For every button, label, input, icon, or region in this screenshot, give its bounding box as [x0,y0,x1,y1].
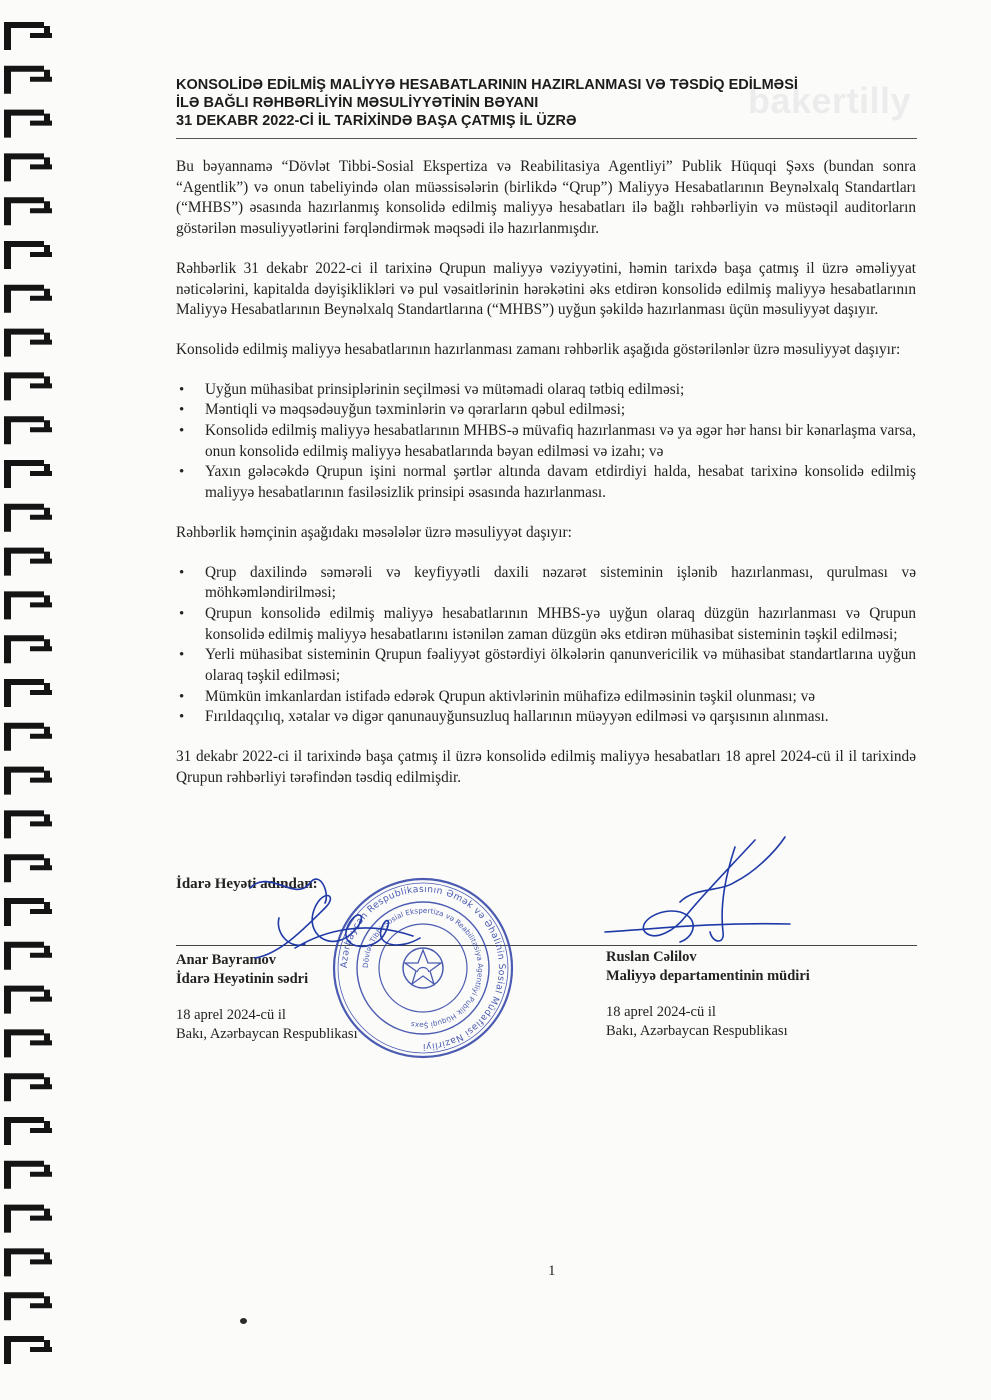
signatory-date: 18 aprel 2024-cü il [176,1007,286,1023]
binding-ring [4,548,52,576]
binding-ring [4,942,52,970]
signatory-place: Bakı, Azərbaycan Respublikası [606,1023,788,1039]
binding-ring [4,810,52,838]
signatory-date: 18 aprel 2024-cü il [606,1004,716,1020]
binding-ring [4,898,52,926]
list-intro-1: Konsolidə edilmiş maliyyə hesabatlarının hazırlanması zamanı rəhbərlik aşağıda göstərilənlər üzrə məsuliyyət daşıyır: [176,340,901,358]
seal-outer-text: Azərbaycan Respublikasının Əmək və Əhalinin Sosial Müdafiəsi Nazirliyi [338,883,508,1053]
responsibility-paragraph: Rəhbərlik 31 dekabr 2022-ci il tarixinə Qrupun maliyyə vəziyyətini, həmin tarixdə başa çatmış il üzrə əməliyyat nəticələrini, kapitalda dəyişiklikləri və pul vəsaitlərinin hərəkətini əks etdirən konsolidə edilmiş maliyyə hesabatlarının Maliyyə Hesabatlarının Beynəlxalq Standartlarına (“MHBS”) uyğun şəkildə hazırlanması üçün məsuliyyət daşıyır. [176,259,916,319]
title-line-1: KONSOLİDƏ EDİLMİŞ MALİYYƏ HESABATLARININ HAZIRLANMASI VƏ TƏSDİQ EDİLMƏSİ [176,77,798,93]
binding-ring [4,416,52,444]
list-item: • Qrup daxilində səmərəli və keyfiyyətli daxili nəzarət sisteminin işlənib hazırlanması, qurulması və möhkəmləndirilməsi; [176,563,916,604]
scan-speck [240,1318,247,1324]
list-item: • Məntiqli və məqsədəuyğun təxminlərin və qərarların qəbul edilməsi; [176,400,916,421]
signatory-title: İdarə Heyətinin sədri [176,971,309,987]
responsibility-list-2 [176,563,916,729]
binding-ring [4,22,52,50]
list-item: • Yerli mühasibat sisteminin Qrupun fəaliyyət göstərdiyi ölkələrin qanunvericilik və mühasibat standartlarına uyğun olaraq təşkil edilməsi; [176,645,916,686]
spiral-binding [0,0,60,1400]
list-item: • Konsolidə edilmiş maliyyə hesabatlarının MHBS-ə müvafiq hazırlanması və ya əgər hər hansı bir kənarlaşma varsa, onun konsolidə edilmiş maliyyə hesabatlarında bəyan edilməsi və izahı; və [176,421,916,462]
list-item: • Qrupun konsolidə edilmiş maliyyə hesabatlarının MHBS-yə uyğun olaraq düzgün hazırlanması və Qrupun konsolidə edilmiş maliyyə hesabatlarını istənilən zaman düzgün əks etdirən mühasibat sisteminin təşkil edilməsi; [176,604,916,645]
binding-ring [4,1205,52,1233]
signatory-title: Maliyyə departamentinin müdiri [606,968,810,984]
binding-ring [4,986,52,1014]
binding-ring [4,110,52,138]
binding-ring [4,723,52,751]
seal-inner-text: Dövlət Tibbi-Sosial Ekspertiza və Reabilitasiya Agentliyi Publik Hüquqi Şəxs [360,905,486,1031]
signature-finance-head [585,832,800,952]
list-item: • Fırıldaqçılıq, xətalar və digər qanunauyğunsuzluq hallarının müəyyən edilməsi və qarşısının alınması. [176,707,916,728]
binding-ring [4,197,52,225]
list-item: • Yaxın gələcəkdə Qrupun işini normal şərtlər altında davam etdirdiyi halda, hesabat tarixinə konsolidə edilmiş maliyyə hesabatlarının fasiləsizlik prinsipi əsasında hazırlanması. [176,462,916,503]
list-item: • Mümkün imkanlardan istifadə edərək Qrupun aktivlərinin mühafizə edilməsinin təşkil olunması; və [176,687,916,708]
signature-chairman [235,858,430,970]
list-intro-2: Rəhbərlik həmçinin aşağıdakı məsələlər üzrə məsuliyyət daşıyır: [176,523,572,541]
document-title [176,76,918,130]
list-item: • Uyğun mühasibat prinsiplərinin seçilməsi və mütəmadi olaraq tətbiq edilməsi; [176,380,916,401]
binding-ring [4,1117,52,1145]
approval-paragraph: 31 dekabr 2022-ci il tarixində başa çatmış il üzrə konsolidə edilmiş maliyyə hesabatları 18 aprel 2024-cü il il tarixində Qrupun rəhbərliyi tərəfindən təsdiq edilmişdir. [176,748,916,786]
binding-ring [4,372,52,400]
binding-ring [4,241,52,269]
binding-ring [4,679,52,707]
binding-ring [4,1161,52,1189]
title-underline [176,138,917,139]
bleed-through-logo: bakertilly [748,80,912,121]
binding-ring [4,504,52,532]
signatory-place: Bakı, Azərbaycan Respublikası [176,1026,358,1042]
signatory-name: Ruslan Cəlilov [606,949,697,965]
binding-ring [4,460,52,488]
responsibility-list-1 [176,380,916,504]
binding-ring [4,767,52,795]
title-line-2: İLƏ BAĞLI RƏHBƏRLİYİN MƏSULİYYƏTİNİN BƏYANI [176,95,539,111]
board-label: İdarə Heyəti adından: [176,876,318,892]
intro-paragraph: Bu bəyannamə “Dövlət Tibbi-Sosial Ekspertiza və Reabilitasiya Agentliyi” Publik Hüquqi Şəxs (bundan sonra “Agentlik”) və onun tabeliyində olan müəssisələrin (birlikdə “Qrup”) Maliyyə Hesabatlarının Beynəlxalq Standartları (“MHBS”) əsasında hazırlanmış konsolidə edilmiş maliyyə hesabatları ilə bağlı rəhbərliyin və müstəqil auditorların göstərilən məsuliyyətlərini fərqləndirmək məqsədi ilə hazırlanmışdır. [176,158,916,238]
binding-ring [4,1248,52,1276]
binding-ring [4,591,52,619]
signatory-finance-head [606,948,810,1041]
signatory-name: Anar Bayramov [176,952,277,968]
binding-ring [4,66,52,94]
binding-ring [4,153,52,181]
binding-ring [4,329,52,357]
binding-ring [4,1073,52,1101]
page-number: 1 [548,1263,556,1279]
binding-ring [4,635,52,663]
binding-ring [4,854,52,882]
statement-body [176,157,916,808]
binding-ring [4,1336,52,1364]
title-line-3: 31 DEKABR 2022-Cİ İL TARİXİNDƏ BAŞA ÇATMIŞ İL ÜZRƏ [176,113,577,129]
binding-ring [4,285,52,313]
binding-ring [4,1292,52,1320]
binding-ring [4,1029,52,1057]
